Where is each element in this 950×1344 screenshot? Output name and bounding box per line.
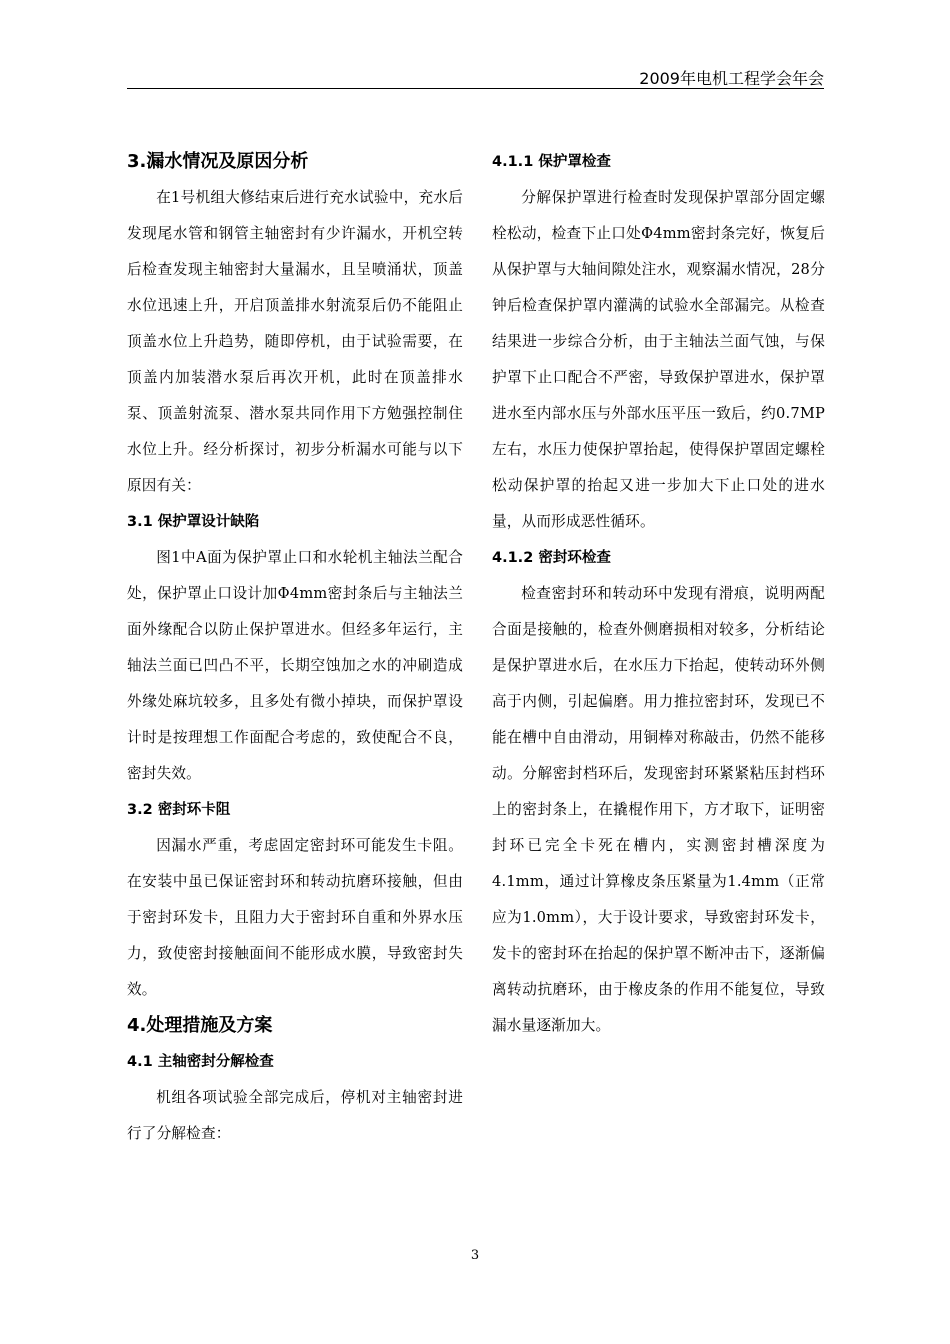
section-3-1-heading: 3.1 保护罩设计缺陷: [127, 514, 260, 530]
section-3-2-heading: 3.2 密封环卡阻: [127, 802, 231, 818]
page-header: [127, 64, 824, 89]
right-column: [492, 144, 825, 1044]
section-3-paragraph: 在1号机组大修结束后进行充水试验中，充水后发现尾水管和钢管主轴密封有少许漏水，开机空转后检查发现主轴密封大量漏水，且呈喷涌状，顶盖水位迅速上升，开启顶盖排水射流泵后仍不能阻止顶盖水位上升趋势，随即停机，由于试验需要，在顶盖内加装潜水泵后再次开机，此时在顶盖排水泵、顶盖射流泵、潜水泵共同作用下方勉强控制住水位上升。经分析探讨，初步分析漏水可能与以下原因有关：: [127, 189, 463, 494]
section-4-1-2-heading: 4.1.2 密封环检查: [492, 550, 611, 566]
section-3-heading: 3.漏水情况及原因分析: [127, 151, 309, 172]
section-4-heading: 4.处理措施及方案: [127, 1015, 273, 1036]
page-number: 3: [470, 1248, 480, 1263]
section-4-1-heading: 4.1 主轴密封分解检查: [127, 1054, 274, 1070]
section-3-2-paragraph: 因漏水严重，考虑固定密封环可能发生卡阻。在安装中虽已保证密封环和转动抗磨环接触，但由于密封环发卡，且阻力大于密封环自重和外界水压力，致使密封接触面间不能形成水膜，导致密封失效。: [127, 837, 463, 998]
section-4-1-2-paragraph: 检查密封环和转动环中发现有滑痕，说明两配合面是接触的，检查外侧磨损相对较多，分析结论是保护罩进水后，在水压力下抬起，使转动环外侧高于内侧，引起偏磨。用力推拉密封环，发现已不能在槽中自由滑动，用铜棒对称敲击，仍然不能移动。分解密封档环后，发现密封环紧紧粘压封档环上的密封条上，在撬棍作用下，方才取下，证明密封环已完全卡死在槽内，实测密封槽深度为4.1mm，通过计算橡皮条压紧量为1.4mm（正常应为1.0mm），大于设计要求，导致密封环发卡，发卡的密封环在抬起的保护罩不断冲击下，逐渐偏离转动抗磨环，由于橡皮条的作用不能复位，导致漏水量逐渐加大。: [492, 585, 825, 1034]
section-4-1-paragraph: 机组各项试验全部完成后，停机对主轴密封进行了分解检查：: [127, 1089, 463, 1142]
left-column: [127, 144, 463, 1152]
section-3-1-paragraph: 图1中A面为保护罩止口和水轮机主轴法兰配合处，保护罩止口设计加Φ4mm密封条后与主轴法兰面外缘配合以防止保护罩进水。但经多年运行，主轴法兰面已凹凸不平，长期空蚀加之水的冲刷造成外缘处麻坑较多，且多处有微小掉块，而保护罩设计时是按理想工作面配合考虑的，致使配合不良，密封失效。: [127, 549, 463, 782]
section-4-1-1-heading: 4.1.1 保护罩检查: [492, 154, 611, 170]
section-4-1-1-paragraph: 分解保护罩进行检查时发现保护罩部分固定螺栓松动，检查下止口处Φ4mm密封条完好，恢复后从保护罩与大轴间隙处注水，观察漏水情况，28分钟后检查保护罩内灌满的试验水全部漏完。从检查结果进一步综合分析，由于主轴法兰面气蚀，与保护罩下止口配合不严密，导致保护罩进水，保护罩进水至内部水压与外部水压平压一致后，约0.7MP左右，水压力使保护罩抬起，使得保护罩固定螺栓松动保护罩的抬起又进一步加大下止口处的进水量，从而形成恶性循环。: [492, 189, 825, 530]
header-title: 2009年电机工程学会年会: [639, 69, 824, 88]
